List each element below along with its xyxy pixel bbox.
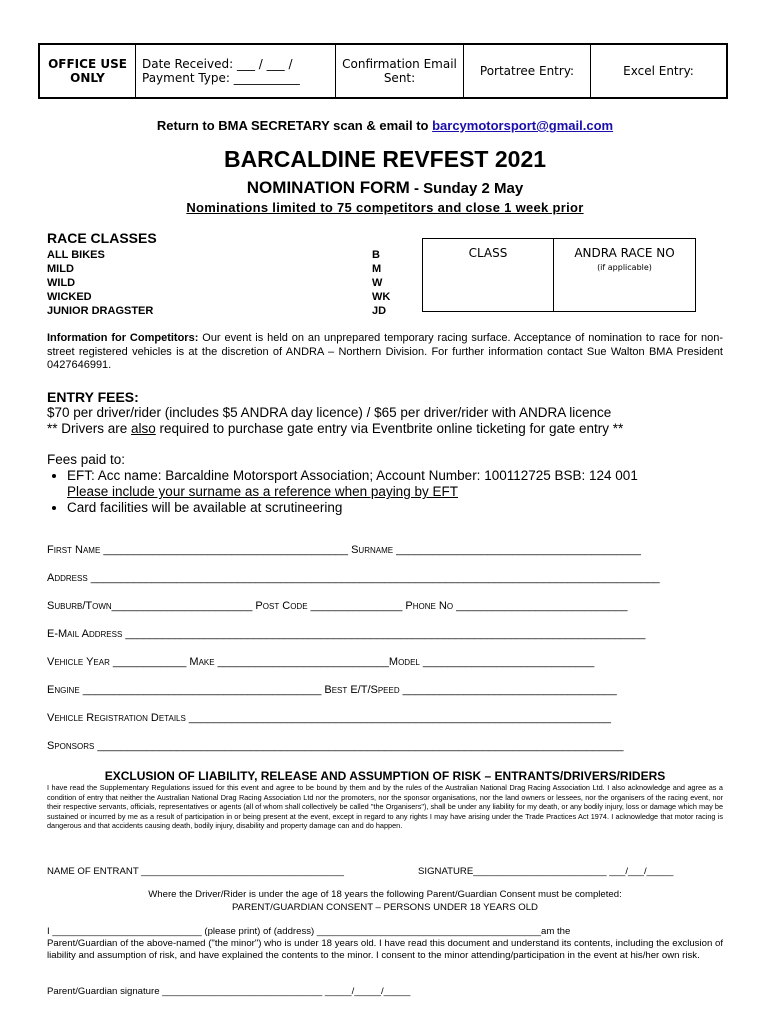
gate-entry-note: ** Drivers are also required to purchase gate entry via Eventbrite online ticketing for gate entry ** [47,421,624,436]
entrant-name-field[interactable]: NAME OF ENTRANT ______________________________________ [47,866,344,877]
vehicle-fields[interactable]: Vehicle Year ____________ Make ____________________________Model ____________________________ [47,656,595,668]
portatree-entry-cell[interactable]: Portatree Entry: [464,45,591,97]
entry-fees-heading: ENTRY FEES: [47,389,139,405]
race-class-name: ALL BIKES [47,249,105,261]
race-class-codes [372,248,390,318]
guardian-note: Where the Driver/Rider is under the age of 18 years the following Parent/Guardian Consent must be completed: [148,889,622,900]
guardian-consent-text: Parent/Guardian of the above-named ("the minor") who is under 18 years old. I have read this document and understand its contents, including the exclusion of liability and assumption of risk, and have explained the contents to the minor. I consent to the minor attending/participation in the event at his/her own risk. [47,938,723,961]
race-class-code: B [372,249,380,261]
race-class-name: WICKED [47,291,92,303]
nomination-limit-note: Nominations limited to 75 competitors and close 1 week prior [186,200,584,215]
payment-type-field[interactable]: Payment Type: ___________ [142,71,300,85]
office-use-table [38,43,728,99]
fees-paid-section [47,452,638,516]
engine-fields[interactable]: Engine _______________________________________ Best E/T/Speed ___________________________________ [47,684,617,696]
form-name: NOMINATION FORM [246,178,410,197]
race-classes-heading: RACE CLASSES [47,230,157,246]
guardian-signature-field[interactable]: Parent/Guardian signature ______________________________ _____/_____/_____ [47,986,411,997]
info-text: Our event is held on an unprepared temporary racing surface. Acceptance of nomination to race for non-street registered vehicles is at the discretion of ANDRA – Northern Division. For further information contact Sue Walton BMA President 0427646991. [47,332,723,371]
return-instruction [0,118,770,133]
eft-details: • EFT: Acc name: Barcaldine Motorsport Association; Account Number: 100112725 BSB: 124 001 Please include your surname as a reference when paying by EFT [67,468,638,500]
payment-methods-list [47,468,638,516]
fees-paid-heading: Fees paid to: [47,452,126,467]
race-class-code: WK [372,291,391,303]
card-facilities-note: • Card facilities will be available at scrutineering [67,500,638,516]
entrant-signature-field[interactable]: SIGNATURE_________________________ ___/___/_____ [418,866,674,877]
andra-race-no-box[interactable] [554,238,696,312]
race-class-name: MILD [47,263,74,275]
date-payment-cell [136,45,336,97]
event-date: - Sunday 2 May [409,180,524,197]
email-field[interactable]: E-Mail Address _____________________________________________________________________________________ [47,628,646,640]
return-text: Return to BMA SECRETARY scan & email to [156,118,433,133]
excel-entry-cell[interactable]: Excel Entry: [623,64,694,78]
entry-fees-text [47,405,623,437]
fee-line: $70 per driver/rider (includes $5 ANDRA day licence) / $65 per driver/rider with ANDRA licence [47,405,612,420]
guardian-name-address-field[interactable]: I ____________________________ (please print) of (address) __________________________________________am the [47,926,571,937]
form-subtitle [0,178,770,198]
class-input-box[interactable] [422,238,554,312]
race-class-code: M [372,263,382,275]
andra-box-note: (if applicable) [597,263,652,272]
page-title: BARCALDINE REVFEST 2021 [223,146,547,172]
confirmation-email-cell[interactable]: Confirmation Email Sent: [336,45,464,97]
email-link[interactable]: barcymotorsport@gmail.com [432,118,614,133]
andra-box-label: ANDRA RACE NO [574,246,675,260]
suburb-postcode-phone-fields[interactable]: Suburb/Town_______________________ Post Code _______________ Phone No ____________________________ [47,600,628,612]
name-fields[interactable]: First Name ________________________________________ Surname ________________________________________ [47,544,641,556]
eft-reference-note: Please include your surname as a reference when paying by EFT [67,484,458,499]
date-received-field[interactable]: Date Received: ___ / ___ / [142,57,293,71]
race-class-name: WILD [47,277,76,289]
class-box-label: CLASS [468,246,508,260]
exclusion-heading: EXCLUSION OF LIABILITY, RELEASE AND ASSUMPTION OF RISK – ENTRANTS/DRIVERS/RIDERS [104,769,666,783]
exclusion-text: I have read the Supplementary Regulations issued for this event and agree to be bound by them and by the rules of the Australian National Drag Racing Association Ltd. I also acknowledge and agree as a condition of entry that neither the Australian National Drag Racing Association Ltd nor the promoters, nor the sponsor organisations, nor the land owners or lessees, nor the organisers of the racing event, nor their respective servants, officials, representatives or agents (all of whom shall collectively be called "the Organisers"), shall be under any liability for my death, or any bodily injury, loss or damage which may be sustained or incurred by me as a result of participation in or being present at the event, except in regard to any rights I may have arising under the Trade Practices Act 1974. I acknowledge that motor racing is dangerous and that accidents causing death, bodily injury, disability and property damage can and do happen. [47,783,723,831]
vehicle-registration-field[interactable]: Vehicle Registration Details _____________________________________________________________________ [47,712,612,724]
sponsors-field[interactable]: Sponsors ______________________________________________________________________________________ [47,740,624,752]
race-class-code: W [372,277,383,289]
info-label: Information for Competitors: [47,332,199,344]
race-class-names [47,248,153,318]
guardian-heading: PARENT/GUARDIAN CONSENT – PERSONS UNDER 18 YEARS OLD [231,902,538,913]
address-field[interactable]: Address _____________________________________________________________________________________________ [47,572,660,584]
race-class-name: JUNIOR DRAGSTER [47,305,154,317]
office-use-label: OFFICE USE ONLY [40,45,136,97]
race-class-code: JD [372,305,387,317]
competitor-information [47,332,723,373]
